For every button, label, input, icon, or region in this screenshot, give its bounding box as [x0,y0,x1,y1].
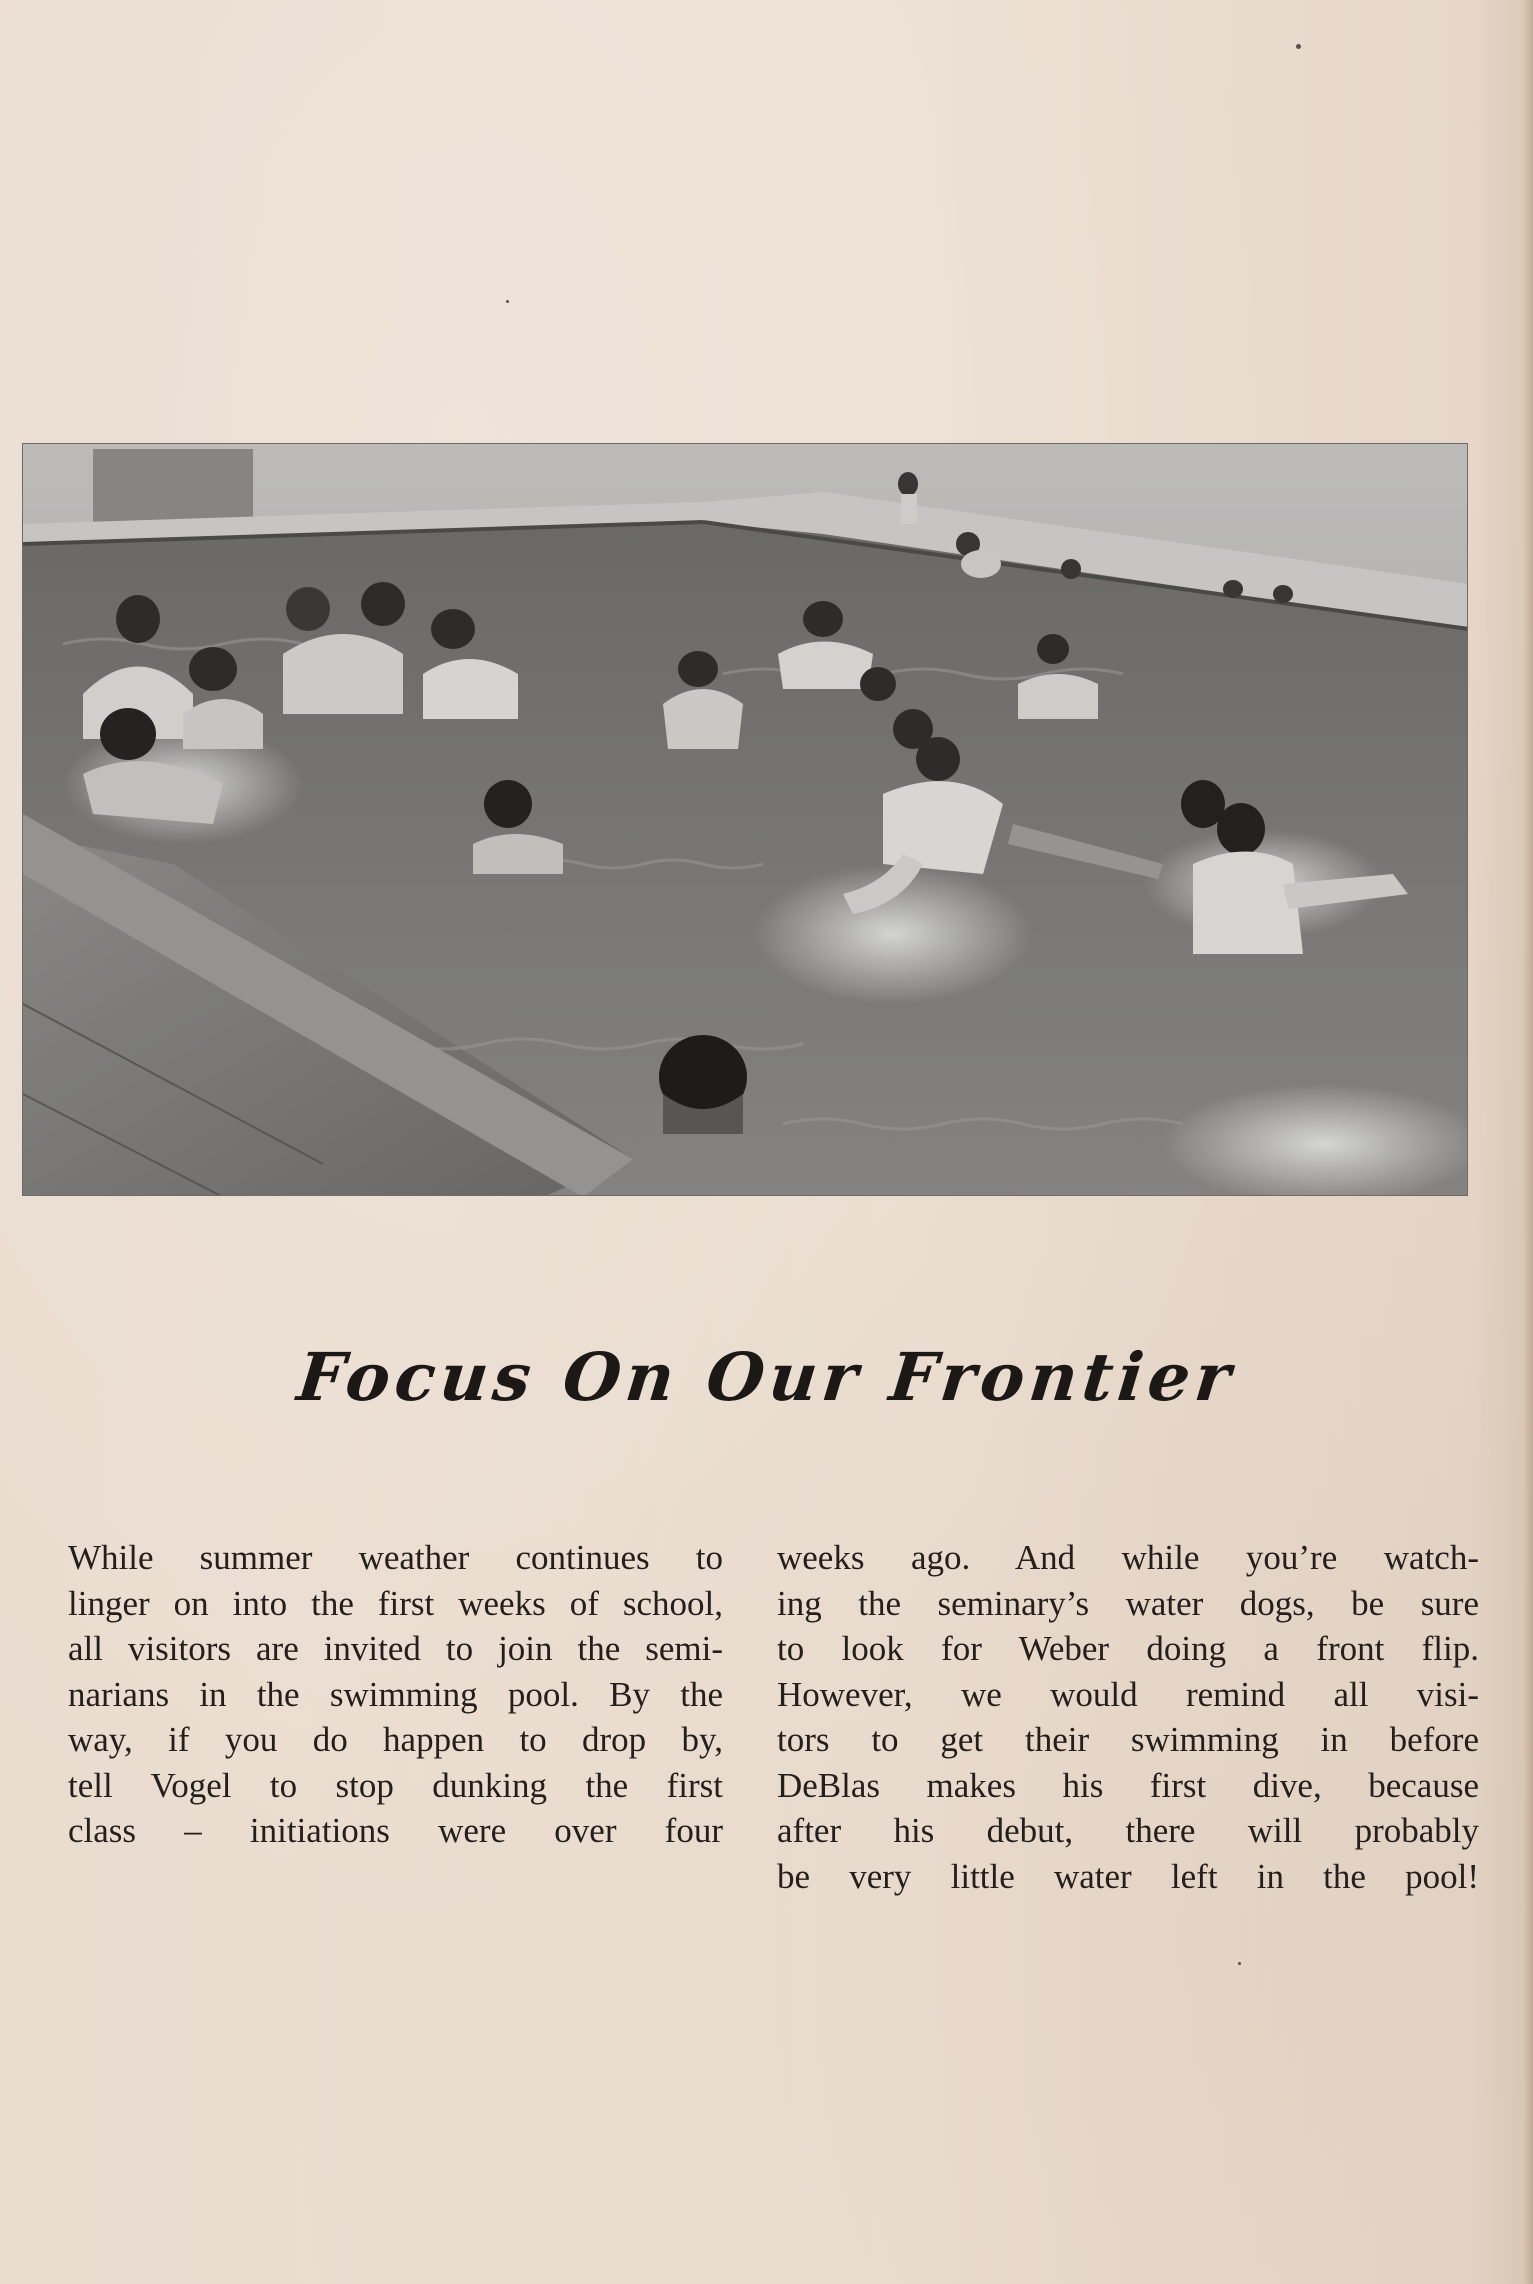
text-line: linger on into the first weeks of school, [68,1583,723,1623]
text-line: weeks ago. And while you’re watch- [777,1538,1479,1577]
text-line: While summer weather continues to [68,1538,723,1577]
ink-speck [1238,1962,1241,1965]
text-line: way, if you do happen to drop by, [68,1720,723,1759]
article-title: Focus On Our Frontier [293,1338,1240,1416]
text-line: tell Vogel to stop dunking the first [68,1765,723,1805]
article-column-right [777,1535,1479,1899]
text-line: narians in the swimming pool. By the [68,1674,723,1714]
text-line: to look for Weber doing a front flip. [777,1629,1479,1668]
text-line: all visitors are invited to join the semi- [68,1629,723,1668]
ink-speck [506,300,509,303]
text-line: after his debut, there will probably [777,1811,1479,1850]
page-edge-shadow [1523,0,1533,2284]
text-line: class – initiations were over four [68,1811,723,1850]
text-line: be very little water left in the pool! [777,1856,1479,1896]
text-line: DeBlas makes his first dive, because [777,1765,1479,1805]
text-line: tors to get their swimming in before [777,1720,1479,1759]
text-line: ing the seminary’s water dogs, be sure [777,1583,1479,1623]
ink-speck [1296,44,1301,49]
text-line: However, we would remind all visi- [777,1674,1479,1714]
swimming-pool-photo [22,443,1468,1196]
article-column-left [28,1535,723,1854]
